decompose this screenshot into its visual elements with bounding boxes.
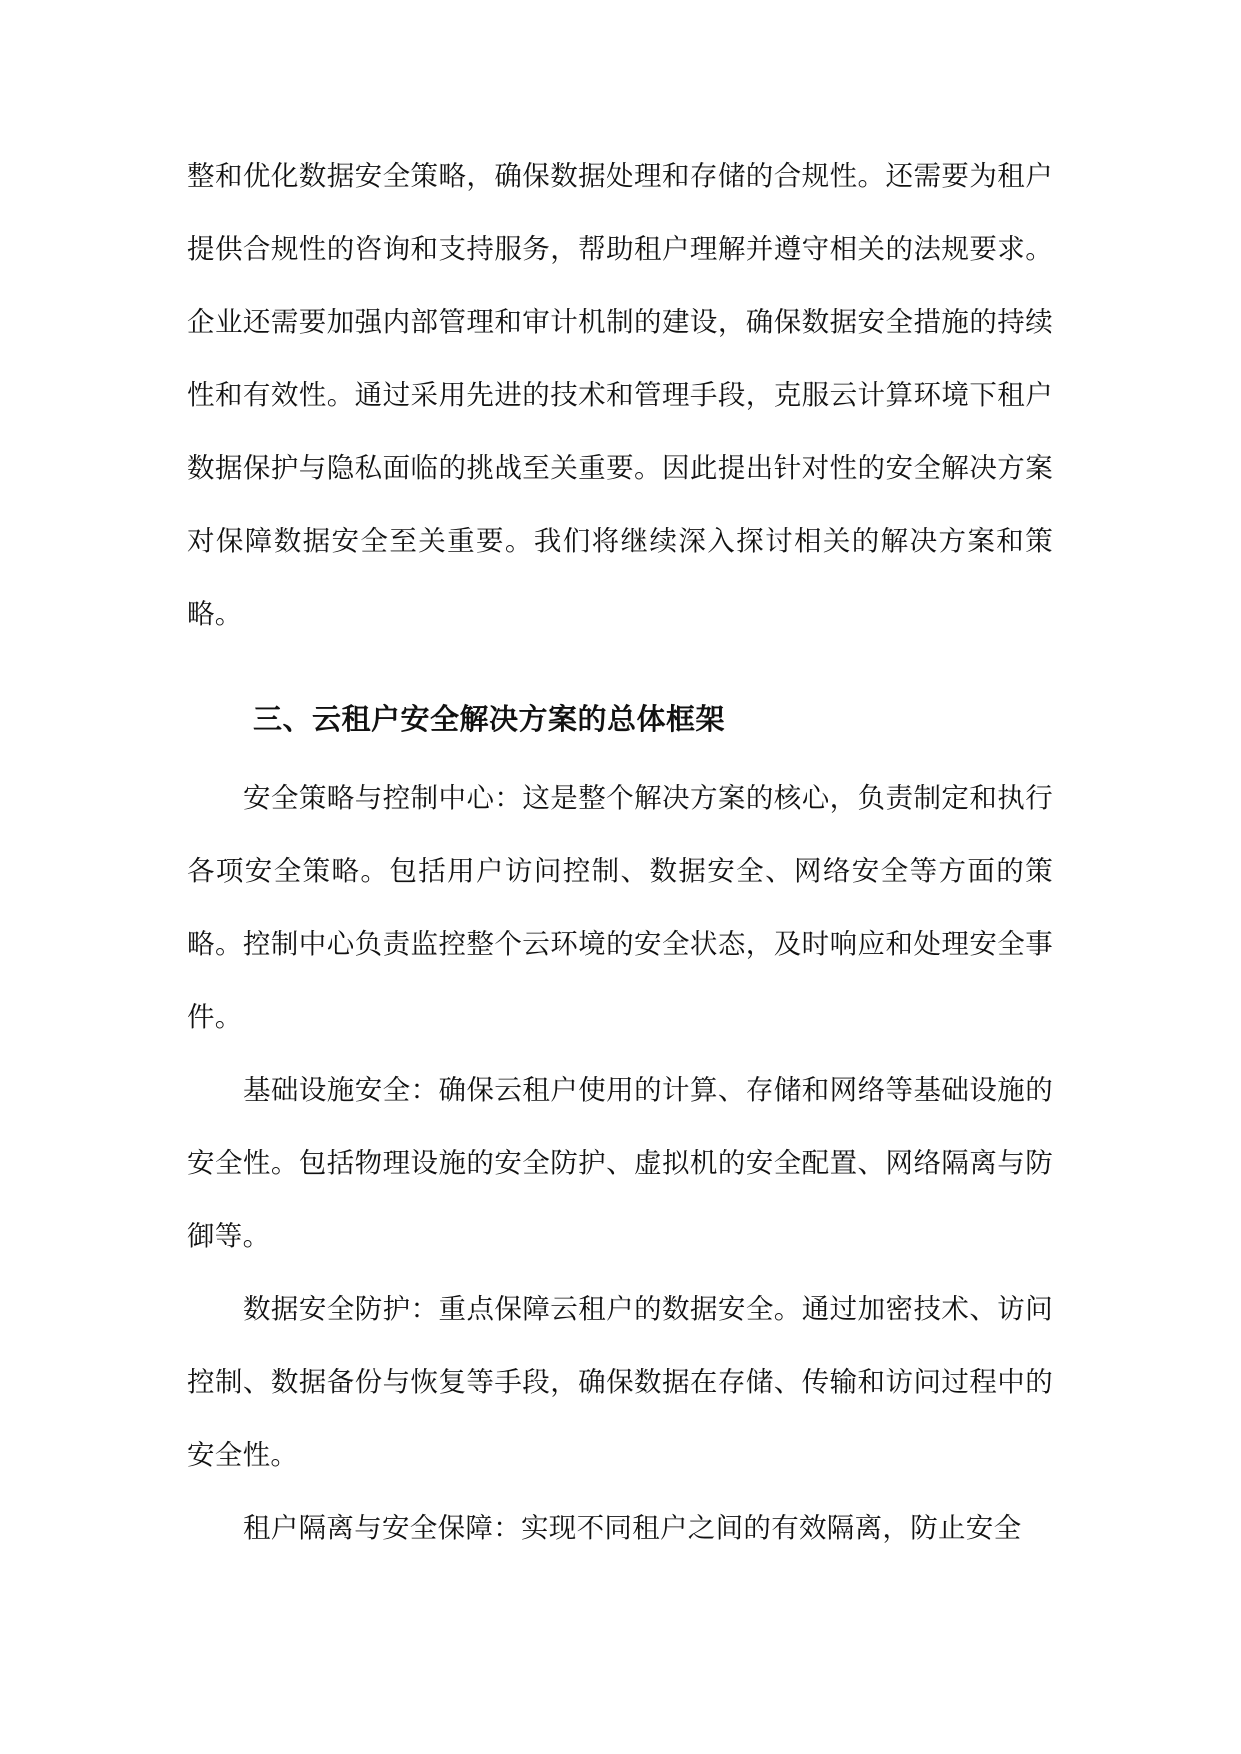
section-heading: 三、云租户安全解决方案的总体框架 xyxy=(253,702,726,736)
paragraph-tenant-isolation: 租户隔离与安全保障：实现不同租户之间的有效隔离，防止安全 xyxy=(243,1512,1022,1544)
page-content xyxy=(187,140,1053,1565)
paragraph-infrastructure-security: 基础设施安全：确保云租户使用的计算、存储和网络等基础设施的安全性。包括物理设施的安全防护、虚拟机的安全配置、网络隔离与防御等。 xyxy=(187,1074,1053,1252)
continuation-paragraph: 整和优化数据安全策略，确保数据处理和存储的合规性。还需要为租户提供合规性的咨询和支持服务，帮助租户理解并遵守相关的法规要求。企业还需要加强内部管理和审计机制的建设，确保数据安全措施的持续性和有效性。通过采用先进的技术和管理手段，克服云计算环境下租户数据保护与隐私面临的挑战至关重要。因此提出针对性的安全解决方案对保障数据安全至关重要。我们将继续深入探讨相关的解决方案和策略。 xyxy=(187,160,1053,630)
paragraph-data-security: 数据安全防护：重点保障云租户的数据安全。通过加密技术、访问控制、数据备份与恢复等手段，确保数据在存储、传输和访问过程中的安全性。 xyxy=(187,1293,1053,1471)
paragraph-control-center: 安全策略与控制中心：这是整个解决方案的核心，负责制定和执行各项安全策略。包括用户访问控制、数据安全、网络安全等方面的策略。控制中心负责监控整个云环境的安全状态，及时响应和处理安全事件。 xyxy=(187,782,1053,1033)
